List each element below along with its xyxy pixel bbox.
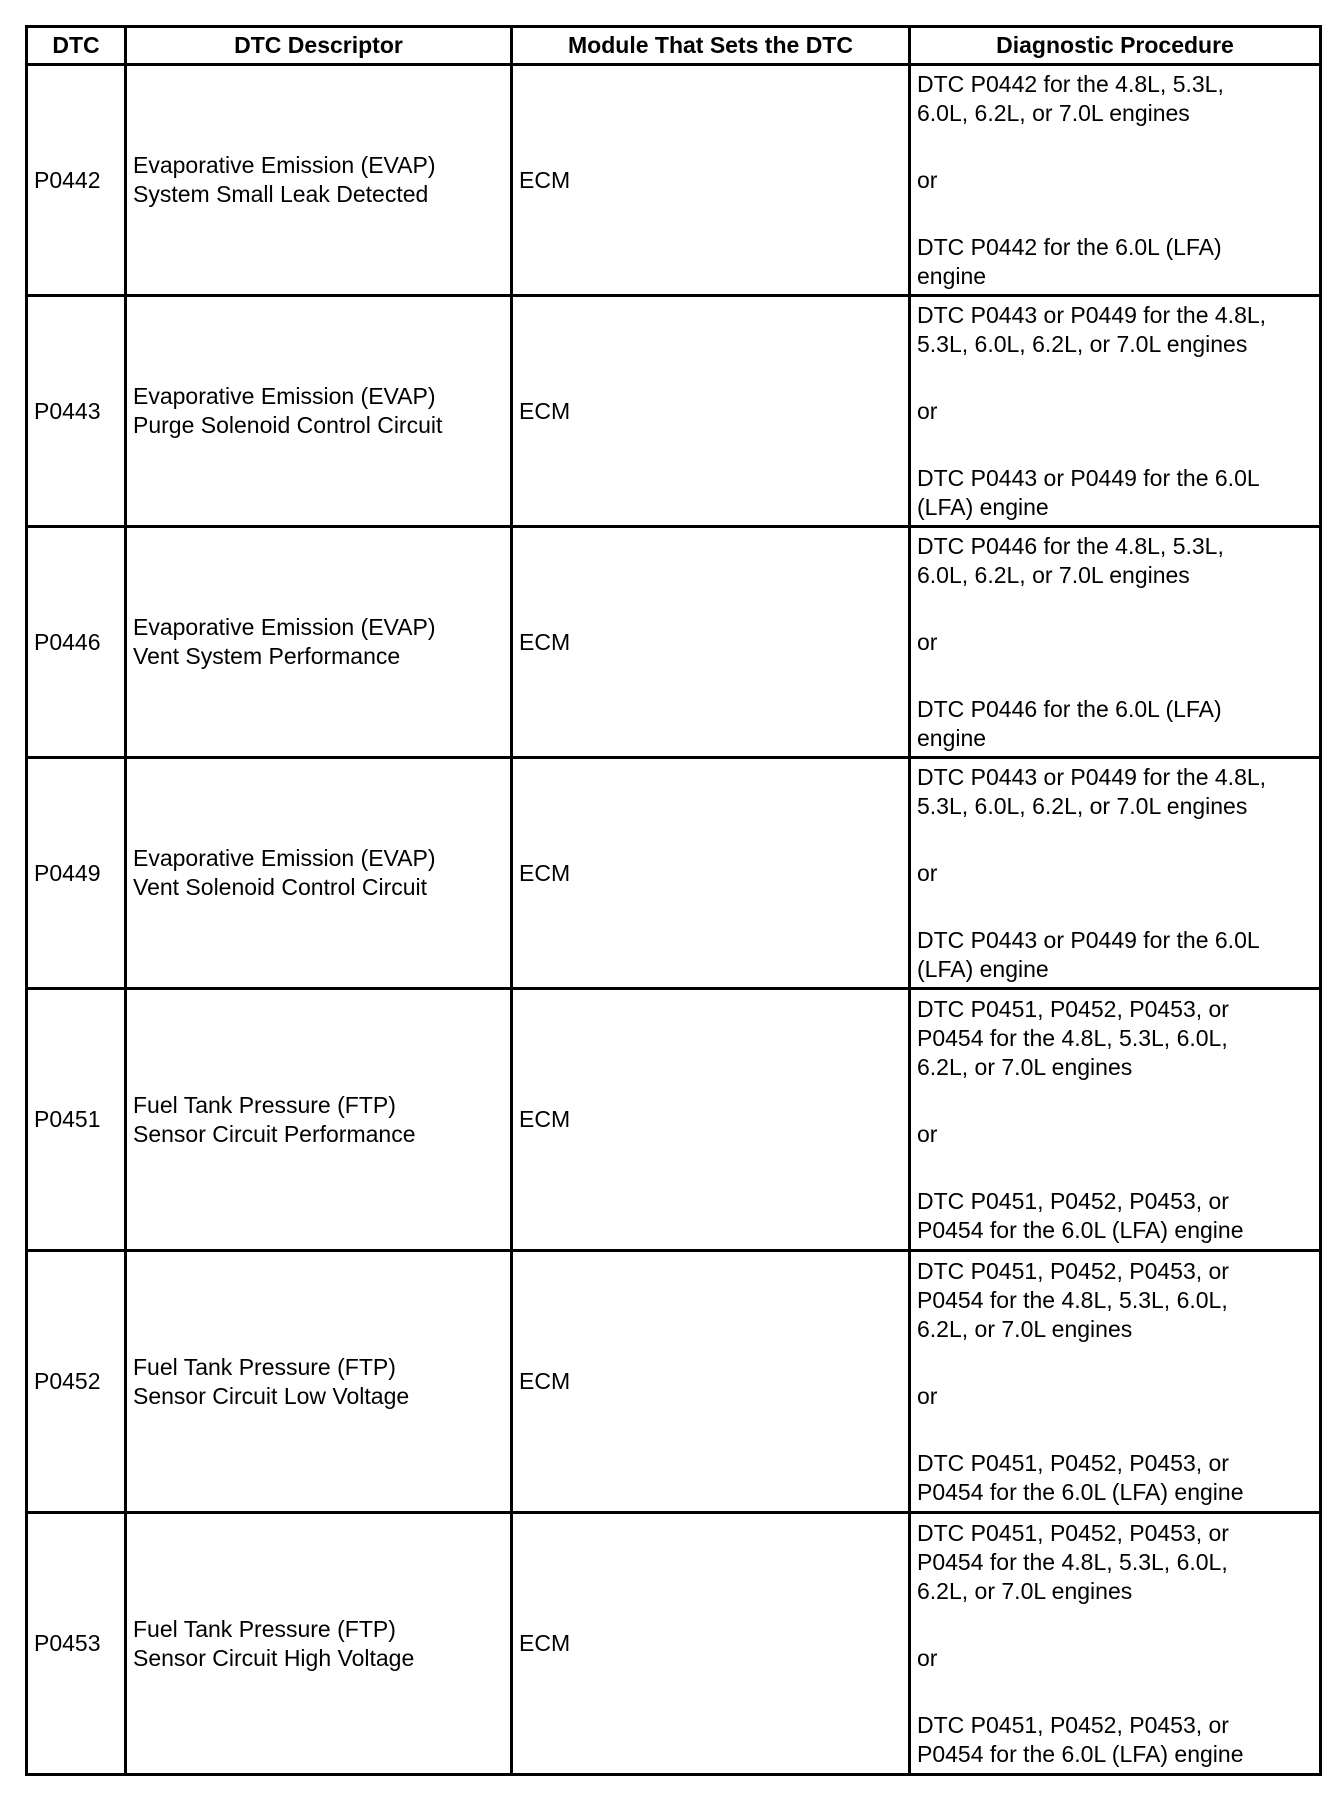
dtc-descriptor-cell (126, 1513, 512, 1775)
module-cell: ECM (512, 989, 910, 1251)
diagnostic-procedure-cell (910, 65, 1321, 296)
procedure-line: 6.0L, 6.2L, or 7.0L engines (917, 99, 1190, 126)
diagnostic-procedure-cell (910, 296, 1321, 527)
procedure-line: 6.2L, or 7.0L engines (917, 1053, 1133, 1080)
descriptor-line: Evaporative Emission (EVAP) (133, 614, 436, 640)
dtc-descriptor-cell (126, 989, 512, 1251)
descriptor-line: Fuel Tank Pressure (FTP) (133, 1615, 396, 1642)
procedure-line: 6.2L, or 7.0L engines (917, 1315, 1133, 1342)
descriptor-line: Sensor Circuit High Voltage (133, 1644, 415, 1671)
diagnostic-procedure-cell (910, 758, 1321, 989)
procedure-line: DTC P0451, P0452, P0453, or (917, 1519, 1229, 1546)
table-row (27, 758, 1321, 989)
descriptor-line: Evaporative Emission (EVAP) (133, 152, 436, 178)
procedure-line: DTC P0451, P0452, P0453, or (917, 995, 1229, 1022)
descriptor-line: Evaporative Emission (EVAP) (133, 845, 436, 871)
dtc-code-cell: P0452 (27, 1251, 126, 1513)
diagnostic-procedure-cell (910, 989, 1321, 1251)
procedure-line: P0454 for the 6.0L (LFA) engine (917, 1740, 1244, 1767)
dtc-code-cell: P0449 (27, 758, 126, 989)
dtc-descriptor-cell (126, 296, 512, 527)
module-cell: ECM (512, 527, 910, 758)
procedure-line: engine (917, 724, 987, 751)
procedure-line: DTC P0451, P0452, P0453, or (917, 1187, 1229, 1214)
procedure-line: DTC P0451, P0452, P0453, or (917, 1449, 1229, 1476)
dtc-descriptor-cell (126, 1251, 512, 1513)
procedure-or: or (917, 166, 938, 193)
table-row (27, 1513, 1321, 1775)
module-cell: ECM (512, 65, 910, 296)
dtc-table (25, 25, 1322, 1776)
procedure-line: P0454 for the 6.0L (LFA) engine (917, 1216, 1244, 1243)
table-row (27, 1251, 1321, 1513)
procedure-line: 6.2L, or 7.0L engines (917, 1577, 1133, 1604)
procedure-line: DTC P0451, P0452, P0453, or (917, 1711, 1229, 1738)
descriptor-line: Fuel Tank Pressure (FTP) (133, 1353, 396, 1380)
procedure-or: or (917, 1382, 938, 1409)
procedure-line: P0454 for the 4.8L, 5.3L, 6.0L, (917, 1548, 1228, 1575)
descriptor-line: Vent Solenoid Control Circuit (133, 874, 428, 900)
header-dtc-descriptor: DTC Descriptor (126, 27, 512, 65)
module-cell: ECM (512, 1251, 910, 1513)
module-cell: ECM (512, 296, 910, 527)
procedure-or: or (917, 1644, 938, 1671)
procedure-line: P0454 for the 4.8L, 5.3L, 6.0L, (917, 1024, 1228, 1051)
table-header-row (27, 27, 1321, 65)
procedure-line: (LFA) engine (917, 493, 1049, 520)
table-row (27, 65, 1321, 296)
descriptor-line: Fuel Tank Pressure (FTP) (133, 1091, 396, 1118)
procedure-line: DTC P0446 for the 4.8L, 5.3L, (917, 532, 1224, 559)
procedure-line: engine (917, 262, 987, 289)
procedure-or: or (917, 628, 938, 655)
header-module: Module That Sets the DTC (512, 27, 910, 65)
module-cell: ECM (512, 1513, 910, 1775)
procedure-line: 6.0L, 6.2L, or 7.0L engines (917, 561, 1190, 588)
procedure-line: DTC P0443 or P0449 for the 4.8L, (917, 301, 1267, 328)
descriptor-line: Purge Solenoid Control Circuit (133, 412, 443, 438)
procedure-line: P0454 for the 4.8L, 5.3L, 6.0L, (917, 1286, 1228, 1313)
procedure-line: DTC P0443 or P0449 for the 4.8L, (917, 763, 1267, 790)
module-cell: ECM (512, 758, 910, 989)
header-diagnostic-procedure: Diagnostic Procedure (910, 27, 1321, 65)
table-row (27, 989, 1321, 1251)
dtc-code-cell: P0443 (27, 296, 126, 527)
procedure-line: 5.3L, 6.0L, 6.2L, or 7.0L engines (917, 792, 1248, 819)
dtc-descriptor-cell (126, 758, 512, 989)
descriptor-line: Sensor Circuit Low Voltage (133, 1382, 410, 1409)
dtc-code-cell: P0453 (27, 1513, 126, 1775)
dtc-code-cell: P0451 (27, 989, 126, 1251)
descriptor-line: Sensor Circuit Performance (133, 1120, 416, 1147)
procedure-line: 5.3L, 6.0L, 6.2L, or 7.0L engines (917, 330, 1248, 357)
procedure-or: or (917, 1120, 938, 1147)
procedure-line: (LFA) engine (917, 955, 1049, 982)
procedure-line: DTC P0443 or P0449 for the 6.0L (917, 464, 1260, 491)
procedure-line: DTC P0443 or P0449 for the 6.0L (917, 926, 1260, 953)
procedure-or: or (917, 859, 938, 886)
descriptor-line: System Small Leak Detected (133, 181, 429, 207)
dtc-descriptor-cell (126, 65, 512, 296)
dtc-code-cell: P0446 (27, 527, 126, 758)
descriptor-line: Vent System Performance (133, 643, 401, 669)
procedure-line: DTC P0442 for the 4.8L, 5.3L, (917, 70, 1224, 97)
diagnostic-procedure-cell (910, 1251, 1321, 1513)
dtc-code-cell: P0442 (27, 65, 126, 296)
diagnostic-procedure-cell (910, 527, 1321, 758)
procedure-line: DTC P0446 for the 6.0L (LFA) (917, 695, 1222, 722)
procedure-line: DTC P0451, P0452, P0453, or (917, 1257, 1229, 1284)
procedure-line: P0454 for the 6.0L (LFA) engine (917, 1478, 1244, 1505)
diagnostic-procedure-cell (910, 1513, 1321, 1775)
dtc-descriptor-cell (126, 527, 512, 758)
table-row (27, 527, 1321, 758)
procedure-line: DTC P0442 for the 6.0L (LFA) (917, 233, 1222, 260)
table-row (27, 296, 1321, 527)
header-dtc: DTC (27, 27, 126, 65)
procedure-or: or (917, 397, 938, 424)
descriptor-line: Evaporative Emission (EVAP) (133, 383, 436, 409)
